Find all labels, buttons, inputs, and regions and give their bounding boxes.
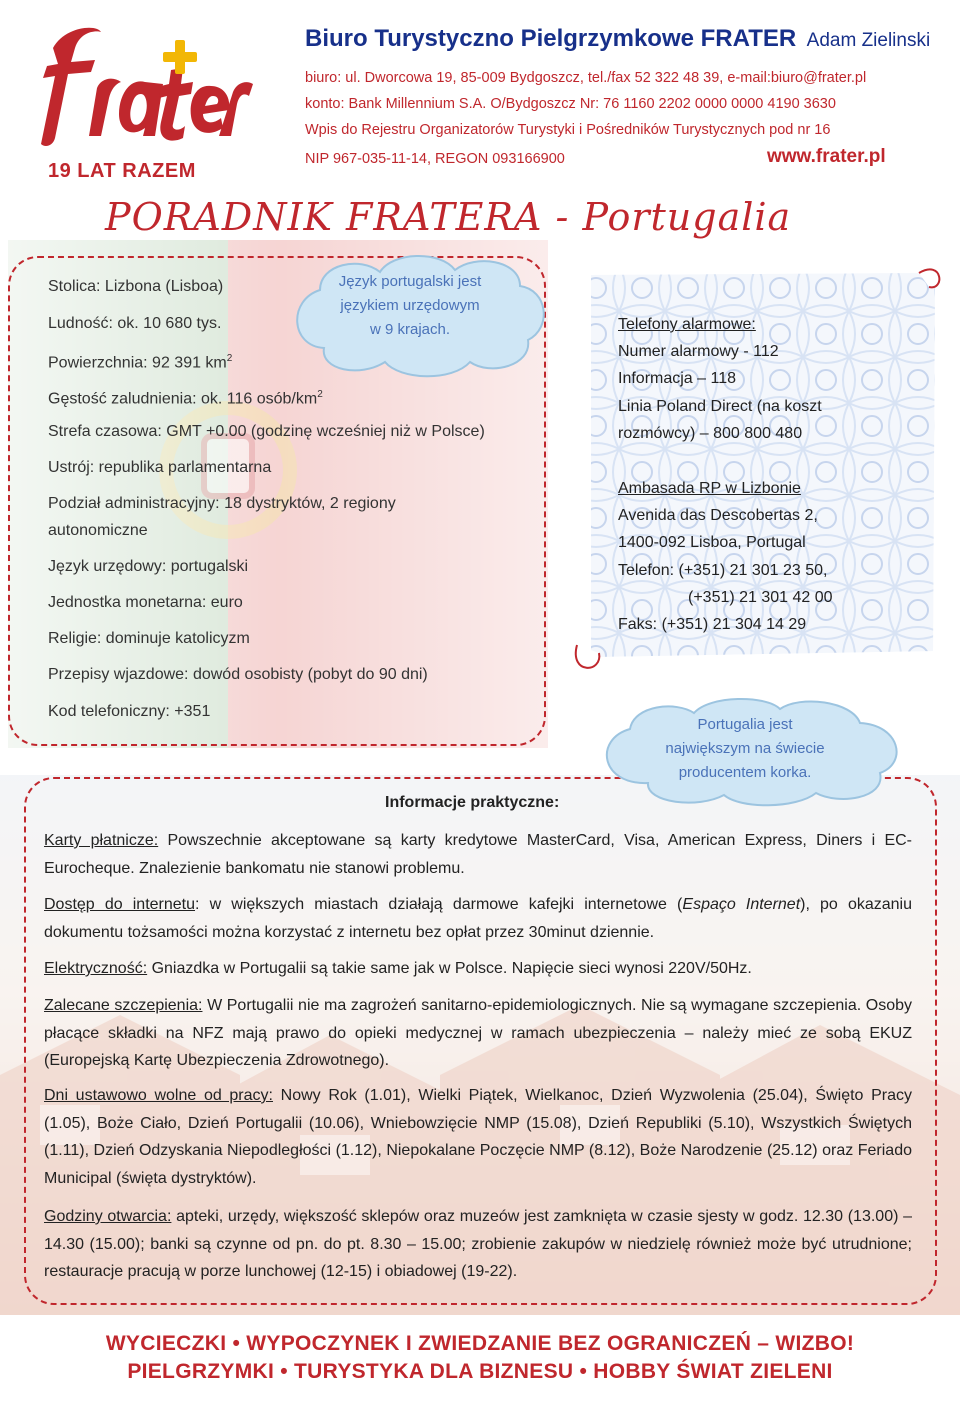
practical-info-title: Informacje praktyczne: [385, 794, 560, 811]
embassy-phone-2: (+351) 21 301 42 00 [688, 589, 833, 606]
fact-area [48, 346, 232, 376]
footer-line-2: PIELGRZYMKI • TURYSTYKA DLA BIZNESU • HOBBY ŚWIAT ZIELENI [127, 1360, 833, 1383]
label-internet: Dostęp do internetu [44, 896, 196, 913]
agency-owner: Adam Zielinski [806, 30, 931, 51]
agency-name: Biuro Turystyczno Pielgrzymkowe FRATER [305, 25, 797, 52]
fact-density-sup: 2 [317, 389, 323, 400]
info-number: Informacja – 118 [618, 370, 736, 387]
fact-density [48, 382, 323, 412]
emergency-heading: Telefony alarmowe: [618, 316, 756, 333]
text-hours: apteki, urzędy, większość sklepów oraz muzeów jest zamknięta w czasie sjesty w godz. 12.30 (13.00) – 14.30 (15.00); banki są czynne od pn. do pt. 8.30 – 15.00; zrobienie zakupów w niedzielę również może być utrudnione; restauracje pracują w porze lunchowej (12-15) i obiadowej (19-22). [44, 1208, 912, 1280]
fact-entry: Przepisy wjazdowe: dowód osobisty (pobyt do 90 dni) [48, 666, 428, 683]
fact-religion: Religie: dominuje katolicyzm [48, 630, 250, 647]
cloud-cork [630, 713, 860, 785]
text-cards: Powszechnie akceptowane są karty kredytowe MasterCard, Visa, American Express, Diners i EC-Eurocheque. Znalezienie bankomatu nie stanowi problemu. [44, 832, 912, 877]
paragraph-holidays [44, 1082, 912, 1192]
paragraph-vaccination [44, 992, 912, 1075]
fact-timezone: Strefa czasowa: GMT +0.00 (godzinę wcześniej niż w Polsce) [48, 423, 485, 440]
tax-id-line: NIP 967-035-11-14, REGON 093166900 [305, 151, 565, 167]
footer-line-1: WYCIECZKI • WYPOCZYNEK I ZWIEDZANIE BEZ OGRANICZEŃ – WIZBO! [105, 1332, 855, 1355]
embassy-fax: Faks: (+351) 21 304 14 29 [618, 616, 807, 633]
logo-tagline: 19 LAT RAZEM [48, 160, 196, 182]
embassy-heading: Ambasada RP w Lizbonie [618, 480, 801, 497]
fact-system: Ustrój: republika parlamentarna [48, 459, 272, 476]
cloud-language [310, 270, 510, 342]
emergency-number: Numer alarmowy - 112 [618, 343, 779, 360]
label-cards: Karty płatnicze: [44, 832, 159, 849]
label-electricity: Elektryczność: [44, 960, 148, 977]
cloud-language-line-1: Język portugalski jest [338, 273, 482, 290]
poland-direct-1: Linia Poland Direct (na koszt [618, 398, 822, 415]
page-title: PORADNIK FRATERA - Portugalia [105, 195, 792, 239]
fact-density-text: Gęstość zaludnienia: ok. 116 osób/km [48, 390, 318, 408]
fact-language: Język urzędowy: portugalski [48, 558, 249, 575]
fact-division-1: Podział administracyjny: 18 dystryktów, 2 regiony [48, 495, 396, 512]
text-internet-italic: Espaço Internet [682, 896, 801, 913]
embassy-phone-1: Telefon: (+351) 21 301 23 50, [618, 562, 828, 579]
fact-area-text: Powierzchnia: 92 391 km [48, 354, 227, 372]
embassy-street: Avenida das Descobertas 2, [618, 507, 818, 524]
paragraph-internet [44, 891, 912, 946]
website-link[interactable]: www.frater.pl [767, 146, 886, 167]
fact-phone-code: Kod telefoniczny: +351 [48, 703, 211, 720]
poland-direct-2: rozmówcy) – 800 800 480 [618, 425, 803, 442]
registry-line: Wpis do Rejestru Organizatorów Turystyki i Pośredników Turystycznych pod nr 16 [305, 122, 831, 138]
text-internet-1: : w większych miastach działają darmowe kafejki internetowe ( [195, 896, 683, 913]
fact-area-sup: 2 [226, 353, 233, 364]
bank-account-line: konto: Bank Millennium S.A. O/Bydgoszcz Nr: 76 1160 2202 0000 0000 4190 3630 [305, 96, 836, 112]
label-holidays: Dni ustawowo wolne od pracy: [44, 1087, 273, 1104]
paragraph-electricity [44, 955, 912, 983]
cloud-cork-line-2: największym na świecie [665, 740, 825, 757]
cloud-language-line-2: językiem urzędowym [340, 297, 480, 314]
text-electricity: Gniazdka w Portugalii są takie same jak w Polsce. Napięcie sieci wynosi 220V/50Hz. [147, 960, 752, 977]
fact-population: Ludność: ok. 10 680 tys. [48, 315, 222, 332]
embassy-city: 1400-092 Lisboa, Portugal [618, 534, 806, 551]
paragraph-cards [44, 827, 912, 882]
label-vaccination: Zalecane szczepienia: [44, 997, 203, 1014]
cloud-language-line-3: w 9 krajach. [369, 321, 451, 338]
fact-currency: Jednostka monetarna: euro [48, 594, 243, 611]
footer-banner [0, 1320, 960, 1405]
text-internet-2: ), po okazaniu dokumentu tożsamości można korzystać z internetu bez opłat przez 30minut dziennie. [44, 896, 913, 941]
fact-division-2: autonomiczne [48, 522, 148, 539]
paragraph-hours [44, 1203, 912, 1286]
cloud-cork-line-1: Portugalia jest [697, 716, 793, 733]
label-hours: Godziny otwarcia: [44, 1208, 172, 1225]
text-holidays: Nowy Rok (1.01), Wielki Piątek, Wielkanoc, Dzień Wyzwolenia (25.04), Święto Pracy (1.05), Boże Ciało, Dzień Portugalii (10.06), Wniebowzięcie NMP (15.08), Dzień Republiki (5.10), Wszystkich Świętych (1.11), Dzień Odzyskania Niepodległości (1.12), Niepokalane Poczęcie NMP (8.12), Boże Narodzenie (25.12) oraz Feriado Municipal (święta dystryktów). [44, 1087, 912, 1187]
text-vaccination: W Portugalii nie ma zagrożeń sanitarno-epidemiologicznych. Nie są wymagane szczepienia. Osoby płacące składki na NFZ mają prawo do opieki medycznej w ramach ubezpieczenia – należy mieć ze sobą EKUZ (Europejską Kartę Ubezpieczenia Zdrowotnego). [44, 997, 912, 1069]
agency-header [305, 25, 930, 53]
address-line: biuro: ul. Dworcowa 19, 85-009 Bydgoszcz, tel./fax 52 322 48 39, e-mail:biuro@frater.pl [305, 70, 867, 86]
fact-capital: Stolica: Lizbona (Lisboa) [48, 278, 224, 295]
cloud-cork-line-3: producentem korka. [678, 764, 812, 781]
